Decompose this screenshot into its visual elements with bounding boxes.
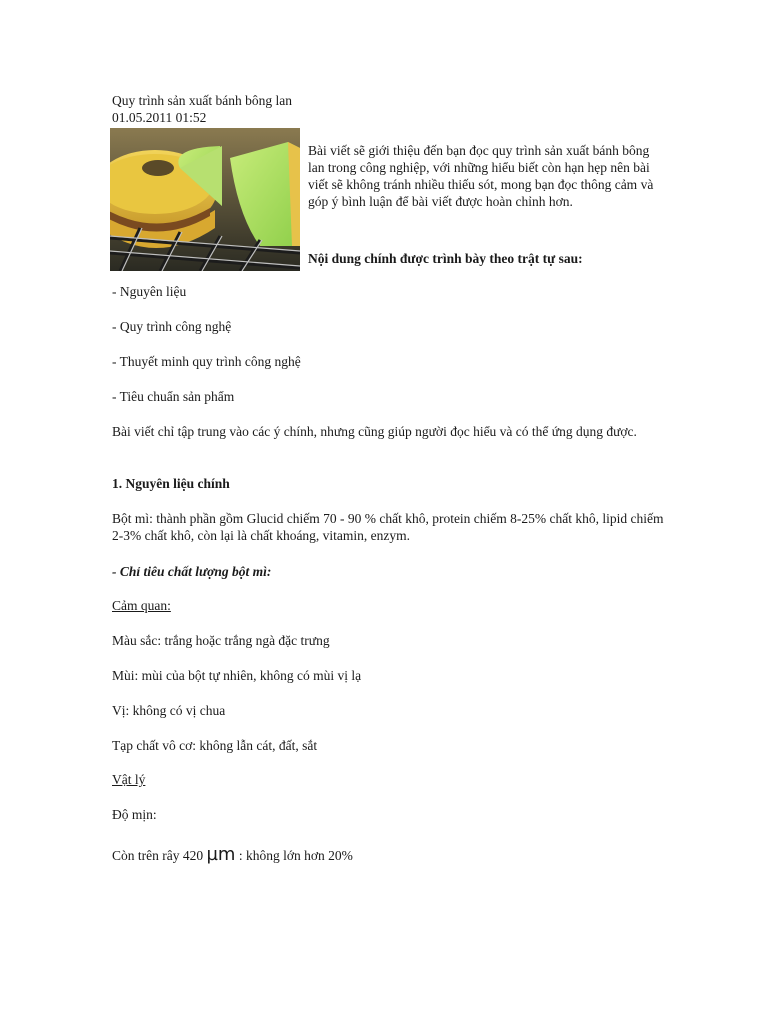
micrometer-unit: µm xyxy=(206,844,236,865)
quality-heading: - Chỉ tiêu chất lượng bột mì: xyxy=(112,564,272,579)
intro-section xyxy=(112,126,672,286)
contents-item: - Quy trình công nghệ xyxy=(112,319,232,334)
section-heading: 1. Nguyên liệu chính xyxy=(112,476,230,491)
impurity-criterion: Tạp chất vô cơ: không lẫn cát, đất, sắt xyxy=(112,738,318,753)
sponge-cake-photo xyxy=(110,128,300,271)
taste-criterion: Vị: không có vị chua xyxy=(112,703,226,718)
contents-item: - Tiêu chuẩn sản phẩm xyxy=(112,389,235,404)
flour-description: Bột mì: thành phần gồm Glucid chiếm 70 - 90 % chất khô, protein chiếm 8-25% chất khô, lipid chiếm 2-3% chất khô, còn lại là chất khoáng, vitamin, enzym. xyxy=(112,511,664,543)
contents-heading: Nội dung chính được trình bày theo trật tự sau: xyxy=(308,251,583,266)
color-criterion: Màu sắc: trắng hoặc trắng ngà đặc trưng xyxy=(112,633,330,648)
article xyxy=(112,92,672,286)
sieve-prefix: Còn trên rây 420 xyxy=(112,848,207,863)
physical-heading: Vật lý xyxy=(112,772,146,787)
smell-criterion: Mùi: mùi của bột tự nhiên, không có mùi vị lạ xyxy=(112,668,362,683)
sensory-heading: Cảm quan: xyxy=(112,598,171,613)
contents-item: - Thuyết minh quy trình công nghệ xyxy=(112,354,301,369)
fineness-label: Độ mịn: xyxy=(112,807,157,822)
article-date: 01.05.2011 01:52 xyxy=(112,110,207,125)
intro-paragraph: Bài viết sẽ giới thiệu đến bạn đọc quy trình sản xuất bánh bông lan trong công nghiệp, với những hiểu biết còn hạn hẹp nên bài viết sẽ không tránh nhiều thiếu sót, mong bạn đọc thông cảm và góp ý bình luận để bài viết được hoàn chỉnh hơn. xyxy=(308,143,654,209)
sieve-suffix: : không lớn hơn 20% xyxy=(235,848,353,863)
contents-item: - Nguyên liệu xyxy=(112,284,187,299)
article-title: Quy trình sản xuất bánh bông lan xyxy=(112,93,292,108)
sieve-criterion xyxy=(112,846,672,864)
focus-note: Bài viết chỉ tập trung vào các ý chính, nhưng cũng giúp người đọc hiểu và có thể ứng dụng được. xyxy=(112,424,637,439)
